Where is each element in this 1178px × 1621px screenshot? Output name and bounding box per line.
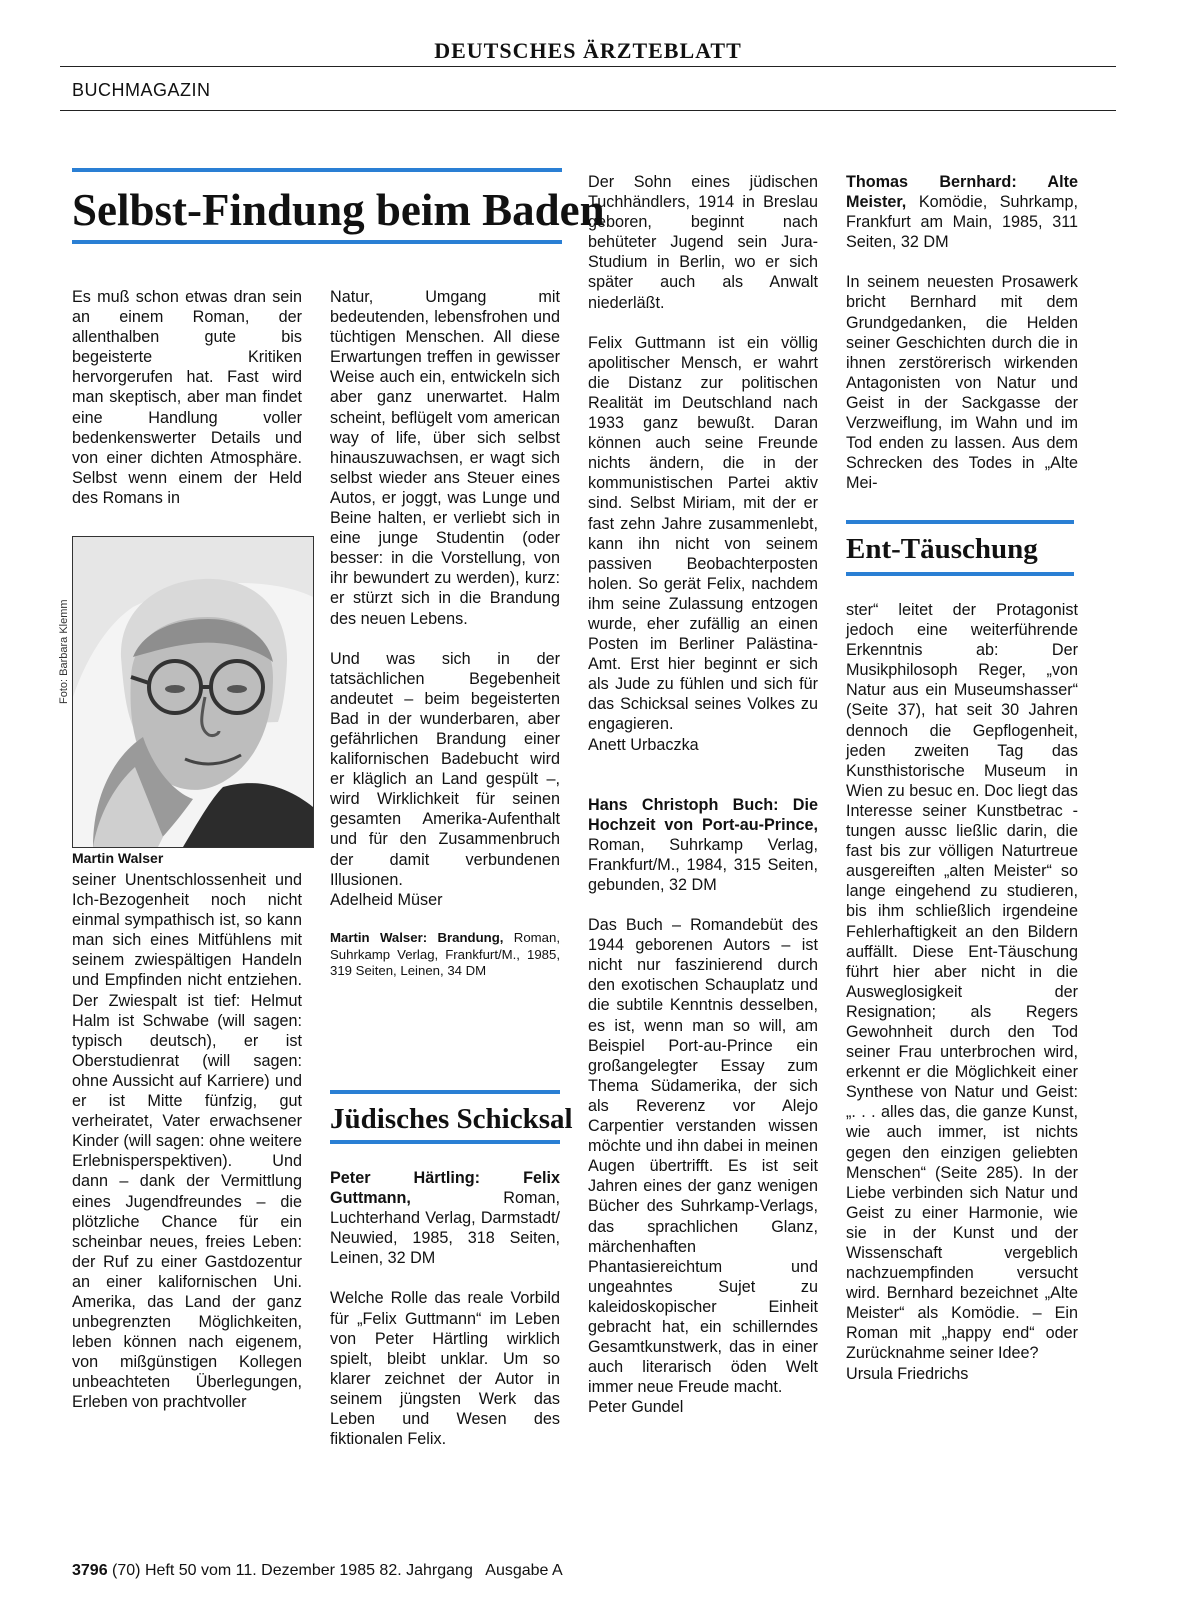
headline-bar-top bbox=[330, 1090, 560, 1094]
headline-bar-bottom bbox=[72, 240, 562, 244]
article1-intro bbox=[72, 287, 302, 508]
article1-author: Adelheid Müser bbox=[330, 890, 443, 909]
article1-book-title: Martin Walser: Brandung, bbox=[330, 929, 504, 945]
article3-author: Peter Gundel bbox=[588, 1398, 684, 1417]
article4-author: Ursula Friedrichs bbox=[846, 1364, 969, 1383]
article4-book-details: Komödie, Suhrkamp, Frankfurt am Main, 1985, 311 Seiten, 32 DM bbox=[846, 193, 1078, 252]
masthead: DEUTSCHES ÄRZTEBLATT bbox=[434, 38, 742, 63]
headline-bar-bottom bbox=[330, 1140, 560, 1144]
article2-book-details: Roman, Luchterhand Verlag, Darmstadt/ Neuwied, 1985, 318 Seiten, Leinen, 32 DM bbox=[330, 1189, 560, 1268]
section-label: BUCHMAGAZIN bbox=[72, 80, 211, 100]
photo-credit: Foto: Barbara Klemm bbox=[58, 599, 70, 704]
article2-book-title: Peter Härtling: Felix Guttmann, bbox=[330, 1169, 560, 1208]
article1-body-col1 bbox=[72, 870, 302, 1413]
headline-juedisches-schicksal: Jüdisches Schicksal bbox=[330, 1103, 573, 1135]
article1-book-info bbox=[330, 930, 560, 980]
article4-paragraph-2: ster“ leitet der Protagonist jedoch eine weiterführende Erkenntnis ab: Der Musikphilosoph Reger, „von Natur aus ein Museumshasser“ (Seite 37), hat seit 30 Jahren dennoch die Gepflogenheit, jeden zweiten Tag das Kunsthistorische Museum in Wien zu besuc en. Doc liegt das Interesse seiner Kunstbetrac - tungen aussc ließlic darin, die fast bis zur völligen Naturtreue ausgereiften „alten Meister“ so lange eingehend zu studieren, bis ihm schließlich irgendeine Fehlerhaftigkeit an den Bildern auffällt. Diese Ent-Täuschung führt hier aber nicht in die Ausweglosigkeit der Resignation; als Regers Gewohnheit durch den Tod seiner Frau unterbrochen wird, erkennt er die Möglichkeit einer Synthese von Natur und Geist: „. . . alles das, die ganze Kunst, wie auch immer, ist nichts gegen den einzigen geliebten Menschen“ (Seite 285). In der Liebe verbinden sich Natur und Geist zu einer Harmonie, wie sie in der Kunst und der Wissenschaft vergeblich nachzuempfinden versucht wird. Bernhard bezeichnet „Alte Meister“ als Komödie. – Ein Roman mit „happy end“ oder Zurücknahme seiner Idee? bbox=[846, 601, 1078, 1363]
article4-paragraph-1: In seinem neuesten Prosawerk bricht Bernhard mit dem Grundgedanken, die Helden seiner Geschichten durch die in ihnen zerstörerisch wirkenden Antagonisten von Natur und Geist in der Sackgasse der Verzweiflung, im Wahn und im Tod enden zu lassen. Aus dem Schrecken des Todes in „Alte Mei- bbox=[846, 273, 1078, 493]
article2-body-col3 bbox=[588, 172, 818, 1417]
article3-book-title: Hans Christoph Buch: Die Hochzeit von Port-au-Prince, bbox=[588, 795, 818, 834]
author-portrait-image bbox=[73, 537, 313, 847]
article2-book-info bbox=[330, 1168, 560, 1268]
article1-body-text: seiner Unentschlossenheit und Ich-Bezogenheit noch nicht einmal sympathisch ist, so kann man sich eines Mitfühlens mit seinem zwiespältigen Handeln und Empfinden nicht entziehen. Der Zwiespalt ist tief: Helmut Halm ist Schwabe (will sagen: typisch deutsch), er ist Oberstudienrat (will sagen: ohne Aussicht auf Karriere) und er ist Mitte fünfzig, gut verheiratet, Vater erwachsener Kinder (will sagen: ohne weitere Erlebnisperspektiven). Und dann – dank der Vermittlung eines Jugendfreundes – die plötzliche Chance für ein scheinbar neues, freies Leben: der Ruf zu einer Gastdozentur an einer kalifornischen Uni. Amerika, das Land der ganz unbegrenzten Möglichkeiten, leben können nach eigenem, von mißgünstigen Kollegen unbeachteten Überlegungen, Erleben von prachtvoller bbox=[72, 871, 302, 1412]
article1-book-details: Roman, Suhrkamp Verlag, Frankfurt/M., 1985, 319 Seiten, Leinen, 34 DM bbox=[330, 929, 560, 979]
article2-body-col2 bbox=[330, 1168, 560, 1449]
article4-body-top bbox=[846, 172, 1078, 493]
article2-paragraph-3: Felix Guttmann ist ein völlig apolitischer Mensch, er wahrt die Distanz zur politischen Realität im Deutschland nach 1933 ganz bewußt. Daran können auch seine Freunde nichts ändern, die in der kommunistischen Partei aktiv sind. Selbst Miriam, mit der er fast zehn Jahre zusammenlebt, kann ihn nicht von seinem passiven Beobachterposten holen. So gerät Felix, nachdem ihm seine Zulassung entzogen wurde, eher zufällig an einen Posten im Berliner Palästina-Amt. Erst hier beginnt er sich als Jude zu fühlen und sich für das Schicksal seines Volkes zu engagieren. bbox=[588, 333, 818, 734]
headline-ent-taeuschung: Ent-Täuschung bbox=[846, 533, 1038, 565]
article3-book-info bbox=[588, 795, 818, 895]
author-photo bbox=[72, 536, 314, 848]
article4-book-title: Thomas Bernhard: Alte Meister, bbox=[846, 173, 1078, 212]
article3-paragraph-1: Das Buch – Romandebüt des 1944 geborenen Autors – ist nicht nur faszinierend durch den exotischen Schauplatz und die subtile Kenntnis desselben, es ist, wenn man so will, am Beispiel Port-au-Prince ein großangelegter Essay zum Thema Südamerika, der sich als Reverenz vor Alejo Carpentier verstanden wissen möchte und ihn dabei in meinen Augen übertrifft. Es ist seit Jahren eines der ganz wenigen Bücher des Suhrkamp-Verlags, das sprachlichen Glanz, märchenhaften Phantasiereichtum und ungeahntes Sujet zu kaleidoskopischer Einheit gebracht hat, ein schillerndes Gesamtkunstwerk, das in einer auch literarisch öden Welt immer neue Freude macht. bbox=[588, 916, 818, 1397]
article1-paragraph-1: Natur, Umgang mit bedeutenden, lebensfrohen und tüchtigen Menschen. All diese Erwartungen treffen in gewisser Weise auch ein, entwickeln sich aber ganz unerwartet. Halm scheint, beflügelt vom american way of life, über sich selbst hinauszuwachsen, er wagt sich selbst wieder ans Steuer eines Autos, er joggt, was Lunge und Beine halten, er verliebt sich in eine junge Studentin (oder besser: in die Vorstellung, von ihr bewundert zu werden), kurz: er stürzt sich in die Brandung des neuen Lebens. bbox=[330, 288, 560, 628]
article1-body-col2 bbox=[330, 287, 560, 1000]
article1-intro-text: Es muß schon etwas dran sein an einem Roman, der allenthalben gute bis begeisterte Kritiken hervorgerufen hat. Fast wird man skeptisch, aber man findet eine Handlung voller bedenkenswerter Details und von einer dichten Atmosphäre. Selbst wenn einem der Held des Romans in bbox=[72, 288, 302, 507]
section-rule bbox=[60, 110, 1116, 111]
headline-bar-top bbox=[846, 520, 1074, 524]
photo-caption: Martin Walser bbox=[72, 850, 164, 866]
masthead-rule bbox=[60, 66, 1116, 67]
headline-bar-bottom bbox=[846, 572, 1074, 576]
article2-paragraph-1: Welche Rolle das reale Vorbild für „Felix Guttmann“ im Leben von Peter Härtling wirklich spielt, bleibt unklar. Um so klarer zeichnet der Autor in seinem jüngsten Werk das Leben und Wesen des fiktionalen Felix. bbox=[330, 1289, 560, 1449]
page-footer bbox=[72, 1562, 563, 1580]
page-number: 3796 bbox=[72, 1562, 108, 1579]
headline-selbst-findung: Selbst-Findung beim Baden bbox=[72, 185, 605, 235]
article2-author: Anett Urbaczka bbox=[588, 735, 699, 754]
issue-info: (70) Heft 50 vom 11. Dezember 1985 82. Jahrgang Ausgabe A bbox=[107, 1562, 563, 1579]
article4-body-bottom bbox=[846, 600, 1078, 1384]
article4-book-info bbox=[846, 172, 1078, 252]
article2-paragraph-2: Der Sohn eines jüdischen Tuchhändlers, 1914 in Breslau geboren, beginnt nach behüteter Jugend sein Jura-Studium in Berlin, wo er sich später auch als Anwalt niederläßt. bbox=[588, 173, 818, 312]
article1-paragraph-2: Und was sich in der tatsächlichen Begebenheit andeutet – beim begeisterten Bad in der wunderbaren, aber gefährlichen Brandung einer kalifornischen Badebucht wird er kläglich an Land gespült –, wird Wirklichkeit für seinen gesamten Amerika-Aufenthalt und für den Zusammenbruch der damit verbundenen Illusionen. bbox=[330, 649, 560, 889]
article3-book-details: Roman, Suhrkamp Verlag, Frankfurt/M., 1984, 315 Seiten, gebunden, 32 DM bbox=[588, 835, 818, 894]
headline-bar-top bbox=[72, 168, 562, 172]
